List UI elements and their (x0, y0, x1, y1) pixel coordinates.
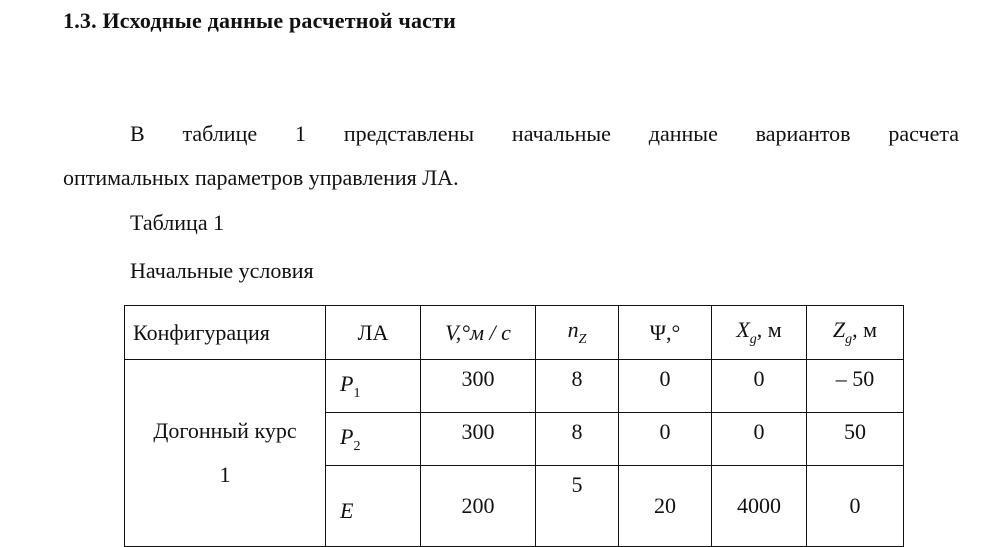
header-xg: $X_g$, м (712, 306, 807, 360)
zg-cell: 50 (807, 413, 904, 466)
psi-cell: 0 (619, 360, 712, 413)
paragraph-line-2: оптимальных параметров управления ЛА. (63, 165, 459, 190)
config-line-2: 1 (219, 462, 231, 487)
velocity-cell: 200 (421, 466, 536, 547)
paragraph-line-1: В таблице 1 представлены начальные данные вариантов расчета (130, 121, 959, 146)
xg-cell: 4000 (712, 466, 807, 547)
intro-paragraph (63, 112, 959, 200)
velocity-cell: 300 (421, 413, 536, 466)
xg-cell: 0 (712, 413, 807, 466)
velocity-cell: 300 (421, 360, 536, 413)
config-line-1: Догонный курс (153, 418, 297, 443)
initial-conditions-table (124, 305, 904, 547)
overload-cell: 8 (536, 360, 619, 413)
overload-cell: 8 (536, 413, 619, 466)
la-cell: $P_2$ (326, 413, 421, 466)
la-cell: $P_1$ (326, 360, 421, 413)
header-psi: Ψ,° (619, 306, 712, 360)
table-row (125, 360, 904, 413)
header-la: ЛА (326, 306, 421, 360)
psi-cell: 0 (619, 413, 712, 466)
overload-cell: 5 (536, 466, 619, 547)
header-overload: $n_Z$ (536, 306, 619, 360)
psi-cell: 20 (619, 466, 712, 547)
table-label: Таблица 1 (130, 210, 225, 235)
header-zg: $Z_g$, м (807, 306, 904, 360)
xg-cell: 0 (712, 360, 807, 413)
header-velocity: V,°м / с (421, 306, 536, 360)
header-config: Конфигурация (125, 306, 326, 360)
section-heading: 1.3. Исходные данные расчетной части (63, 8, 457, 33)
zg-cell: – 50 (807, 360, 904, 413)
table-header-row (125, 306, 904, 360)
la-cell: E (326, 466, 421, 547)
config-cell (125, 360, 326, 547)
table-title: Начальные условия (130, 258, 314, 283)
zg-cell: 0 (807, 466, 904, 547)
